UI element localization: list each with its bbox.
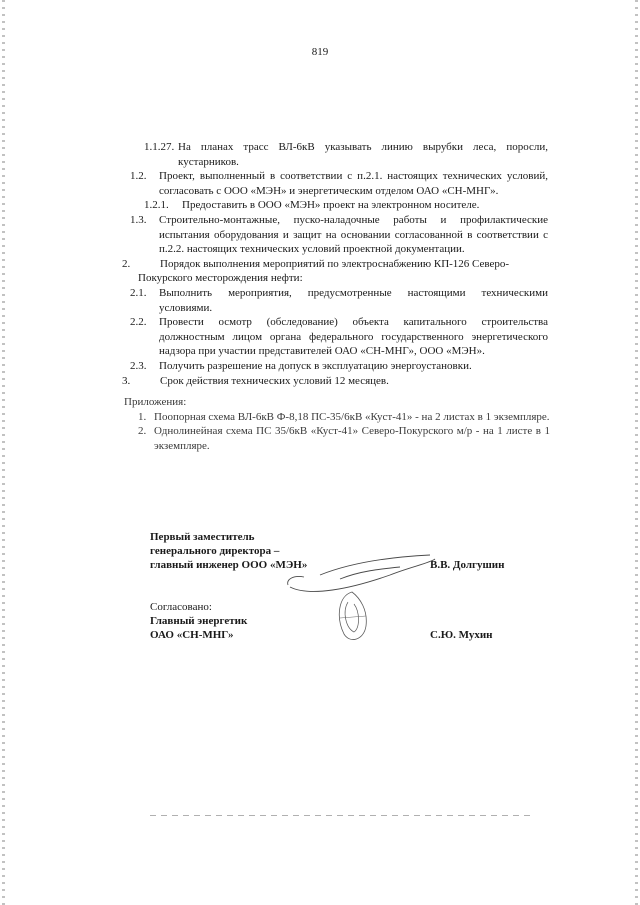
clause-number: 1.2.1.	[144, 199, 169, 212]
clause-1-3	[120, 213, 548, 257]
attachment-item	[124, 410, 550, 425]
clause-2-continuation	[120, 271, 548, 286]
scan-edge-left	[2, 0, 5, 905]
signatory-1-title-line: главный инженер ООО «МЭН»	[150, 559, 308, 571]
handwritten-signature-2	[330, 588, 374, 648]
attachment-number: 1.	[138, 410, 147, 423]
clause-number: 2.	[122, 257, 131, 270]
clause-text: Предоставить в ООО «МЭН» проект на электронном носителе.	[182, 199, 480, 212]
page-number: 819	[311, 46, 329, 58]
clause-text: На планах трасс ВЛ-6кВ указывать линию вырубки леса, поросли, кустарников.	[178, 141, 548, 168]
attachment-text: Поопорная схема ВЛ-6кВ Ф-8,18 ПС-35/6кВ «Куст-41» - на 2 листах в 1 экземпляре.	[154, 410, 550, 423]
signatory-1-name: В.В. Долгушин	[430, 559, 505, 571]
clause-3	[120, 374, 548, 389]
signatory-2-title-line: ОАО «СН-МНГ»	[150, 629, 234, 641]
clause-text: Срок действия технических условий 12 месяцев.	[160, 374, 389, 387]
clause-text: Порядок выполнения мероприятий по электроснабжению КП-126 Северо-	[160, 257, 510, 270]
signatory-2-name: С.Ю. Мухин	[430, 629, 493, 641]
signatory-2-block	[150, 600, 247, 642]
signatory-1-title-line: Первый заместитель	[150, 531, 255, 543]
clause-number: 1.1.27.	[144, 141, 175, 153]
attachments-section	[124, 395, 550, 453]
clause-1-1-27	[120, 140, 548, 169]
clause-number: 1.2.	[130, 170, 147, 183]
clause-text: Провести осмотр (обследование) объекта капитального строительства должностным лицом органа федерального государственного энергетического надзора при участии представителей ОАО «СН-МНГ», ООО «МЭН».	[159, 316, 548, 358]
clause-number: 2.3.	[130, 359, 147, 372]
document-body	[120, 140, 548, 388]
attachments-label: Приложения:	[124, 396, 187, 408]
clause-1-2-1	[120, 198, 548, 213]
clause-number: 3.	[122, 374, 131, 387]
clause-text: Получить разрешение на допуск в эксплуатацию энергоустановки.	[159, 359, 472, 372]
clause-2-1	[120, 286, 548, 315]
clause-number: 2.1.	[130, 286, 147, 299]
clause-text: Покурского месторождения нефти:	[138, 272, 303, 285]
clause-number: 1.3.	[130, 213, 147, 226]
clause-1-2	[120, 169, 548, 198]
clause-text: Строительно-монтажные, пуско-наладочные работы и профилактические испытания оборудования и защит на основании согласованной в соответствии с п.2.2. настоящих технических условий проектной документации.	[159, 213, 548, 256]
clause-2	[120, 257, 548, 272]
clause-text: Выполнить мероприятия, предусмотренные настоящими техническими условиями.	[159, 286, 548, 314]
scan-edge-right	[635, 0, 638, 905]
agreed-label: Согласовано:	[150, 601, 212, 613]
clause-text: Проект, выполненный в соответствии с п.2.1. настоящих технических условий, согласовать с ООО «МЭН» и энергетическим отделом ОАО «СН-МНГ».	[159, 170, 548, 197]
attachment-item	[124, 424, 550, 453]
clause-2-2	[120, 315, 548, 359]
signatory-2-title-line: Главный энергетик	[150, 615, 248, 627]
attachment-number: 2.	[138, 425, 147, 438]
attachment-text: Однолинейная схема ПС 35/6кВ «Куст-41» Северо-Покурского м/р - на 1 листе в 1 экземпляре.	[154, 425, 550, 452]
clause-2-3	[120, 359, 548, 374]
footer-scan-line	[150, 815, 530, 816]
signatory-1-title-line: генерального директора –	[150, 545, 280, 557]
clause-number: 2.2.	[130, 316, 147, 329]
